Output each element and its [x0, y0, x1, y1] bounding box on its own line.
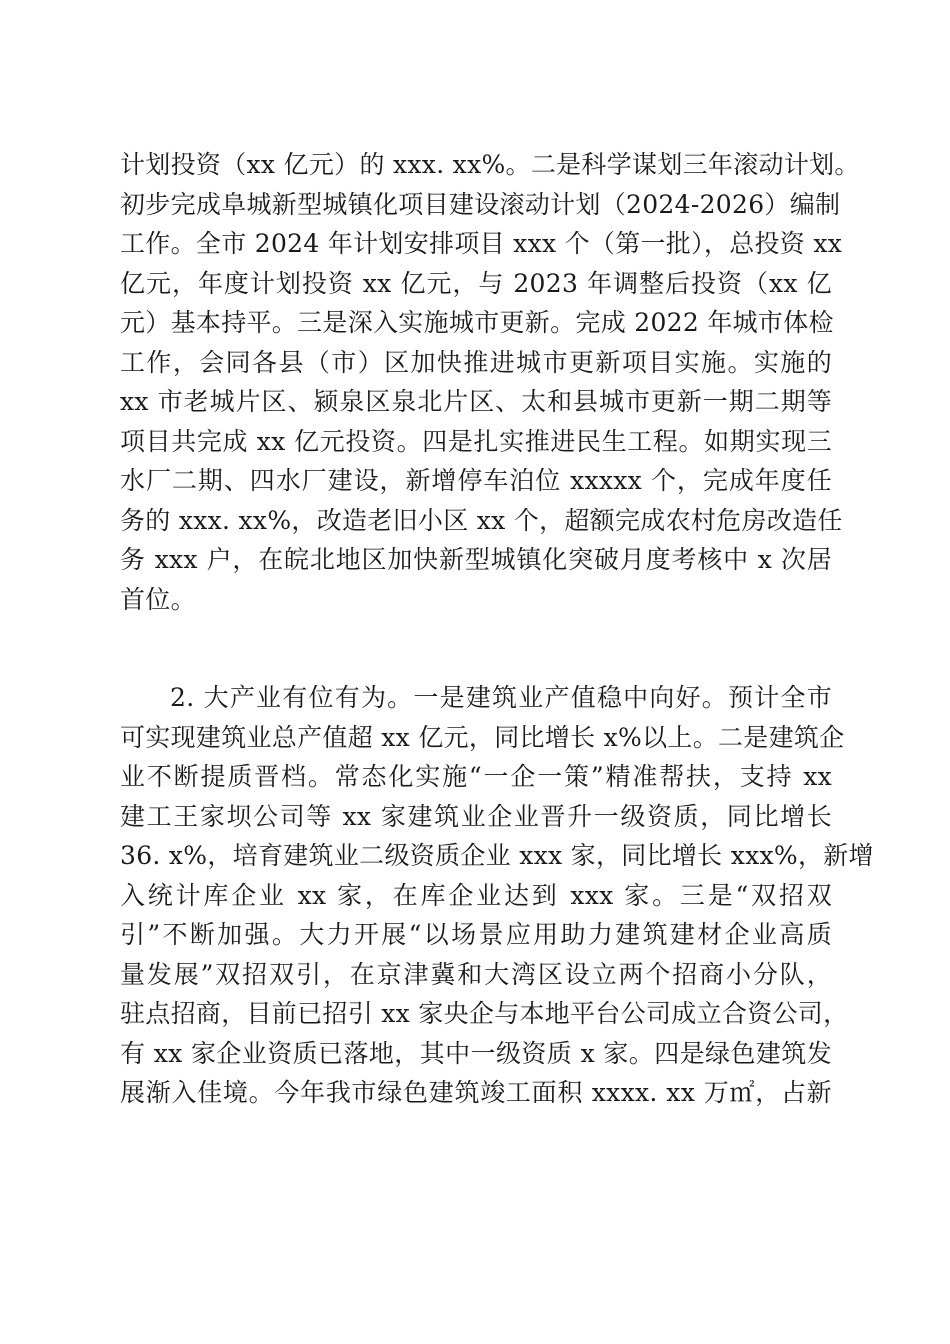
- paragraph-line: 展渐入佳境。今年我市绿色建筑竣工面积 xxxx. xx 万㎡，占新: [120, 1078, 832, 1107]
- paragraph-line: 工作。全市 2024 年计划安排项目 xxx 个（第一批），总投资 xx: [120, 229, 843, 258]
- paragraph-line: 量发展”双招双引，在京津冀和大湾区设立两个招商小分队，: [120, 959, 832, 989]
- paragraph-line: 初步完成阜城新型城镇化项目建设滚动计划（2024-2026）编制: [120, 189, 841, 219]
- paragraph-urbanization: [120, 145, 860, 619]
- paragraph-line: xx 市老城片区、颍泉区泉北片区、太和县城市更新一期二期等: [120, 387, 832, 416]
- paragraph-line: 业不断提质晋档。常态化实施“一企一策”精准帮扶，支持 xx: [120, 762, 832, 791]
- paragraph-line: 建工王家坝公司等 xx 家建筑业企业晋升一级资质，同比增长: [120, 801, 832, 831]
- paragraph-line: 引”不断加强。大力开展“以场景应用助力建筑建材企业高质: [120, 920, 832, 949]
- paragraph-line: 2. 大产业有位有为。一是建筑业产值稳中向好。预计全市: [170, 683, 832, 712]
- paragraph-line: 有 xx 家企业资质已落地，其中一级资质 x 家。四是绿色建筑发: [120, 1038, 832, 1068]
- paragraph-line: 水厂二期、四水厂建设，新增停车泊位 xxxxx 个，完成年度任: [120, 466, 832, 495]
- paragraph-line: 元）基本持平。三是深入实施城市更新。完成 2022 年城市体检: [120, 308, 834, 337]
- paragraph-line: 计划投资（xx 亿元）的 xxx. xx%。二是科学谋划三年滚动计划。: [120, 150, 860, 179]
- paragraph-line: 务 xxx 户，在皖北地区加快新型城镇化突破月度考核中 x 次居: [120, 545, 832, 574]
- paragraph-line: 驻点招商，目前已招引 xx 家央企与本地平台公司成立合资公司，: [120, 999, 849, 1028]
- paragraph-line: 亿元，年度计划投资 xx 亿元，与 2023 年调整后投资（xx 亿: [120, 268, 832, 298]
- paragraph-line: 36. x%，培育建筑业二级资质企业 xxx 家，同比增长 xxx%，新增: [120, 841, 874, 870]
- paragraph-line: 可实现建筑业总产值超 xx 亿元，同比增长 x%以上。二是建筑企: [120, 722, 845, 752]
- paragraph-construction-industry: [120, 678, 874, 1113]
- paragraph-line: 工作，会同各县（市）区加快推进城市更新项目实施。实施的: [120, 347, 832, 377]
- paragraph-line: 项目共完成 xx 亿元投资。四是扎实推进民生工程。如期实现三: [120, 426, 833, 456]
- paragraph-line: 首位。: [120, 584, 196, 614]
- paragraph-line: 入统计库企业 xx 家，在库企业达到 xxx 家。三是“双招双: [120, 880, 832, 910]
- paragraph-line: 务的 xxx. xx%，改造老旧小区 xx 个，超额完成农村危房改造任: [120, 505, 843, 535]
